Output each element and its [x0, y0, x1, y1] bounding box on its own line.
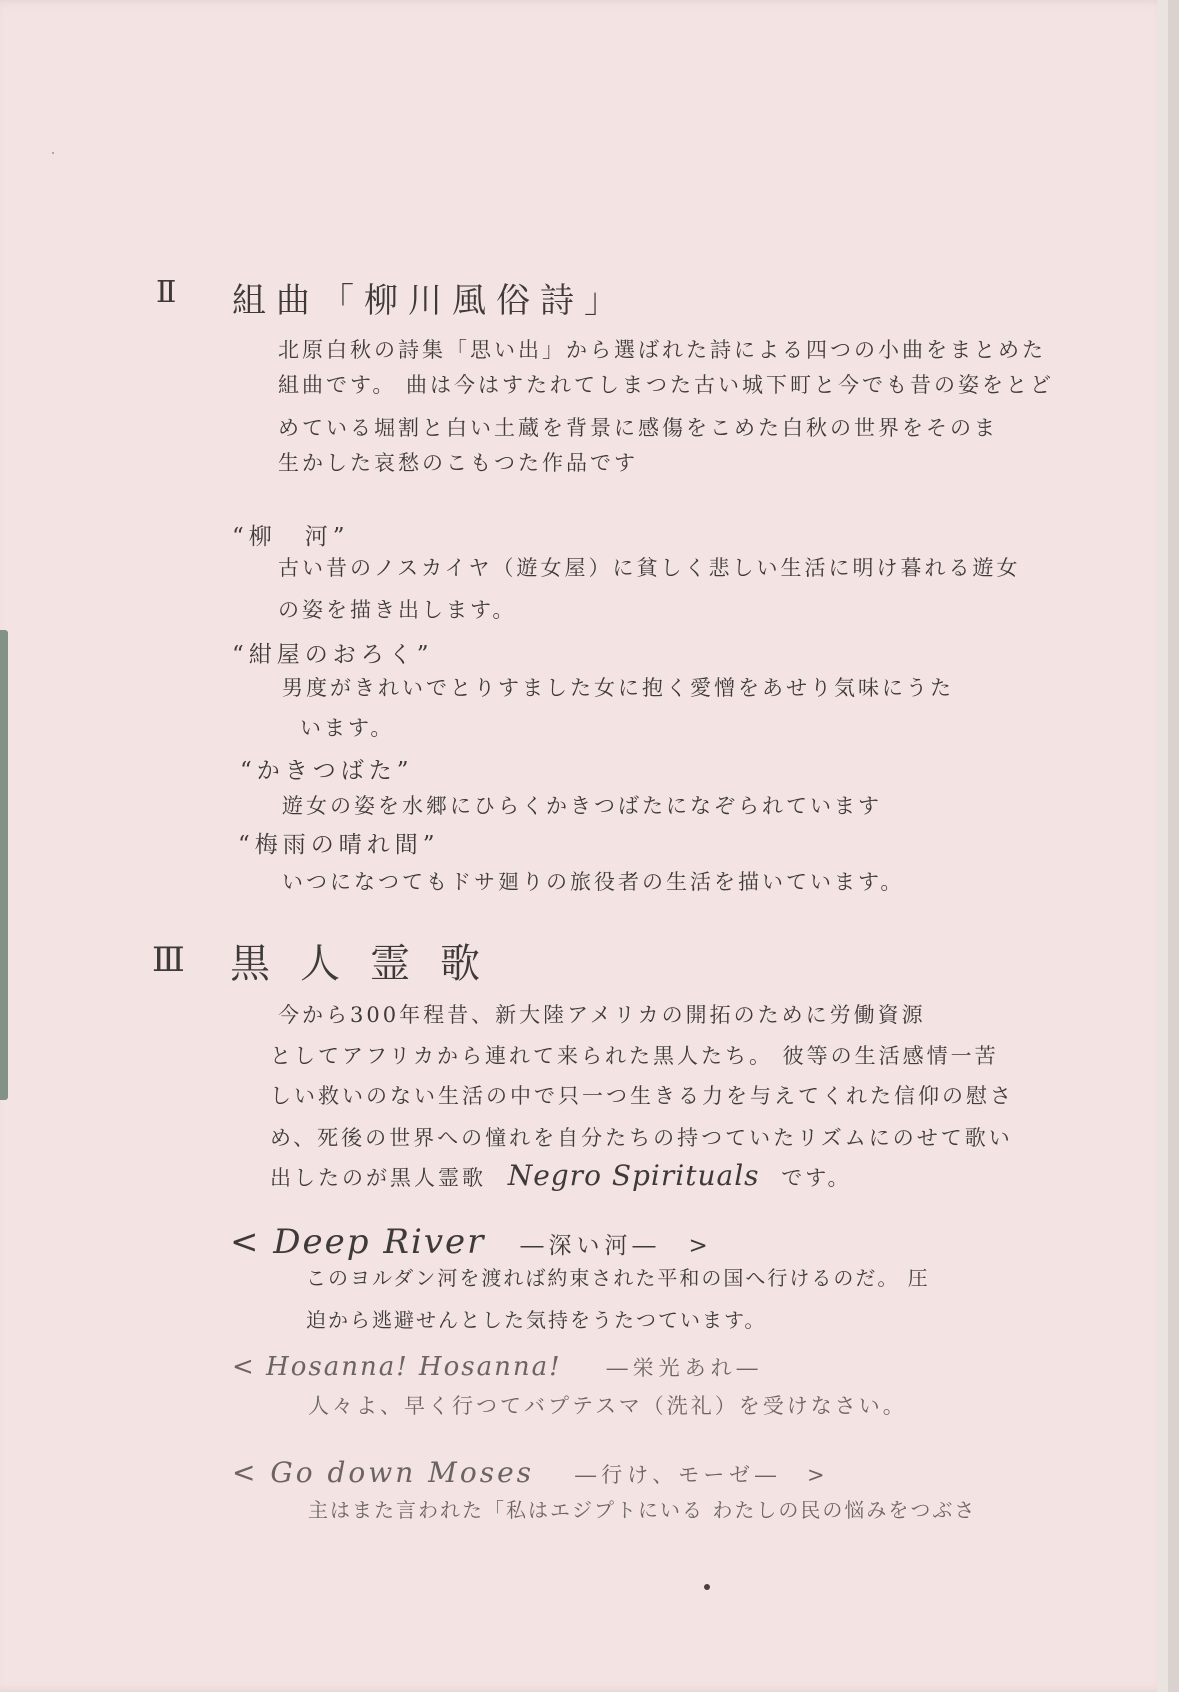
binding-strip — [0, 630, 8, 1100]
section-3-intro-line-5-text: 出したのが黒人霊歌 — [270, 1166, 486, 1190]
song-title-hosanna — [232, 1352, 763, 1382]
section-2-intro-line-2: 組曲です。 曲は今はすたれてしまつた古い城下町と今でも昔の姿をとど — [278, 373, 1054, 397]
section-3-intro-line-1: 今から300年程昔、新大陸アメリカの開拓のために労働資源 — [278, 1003, 926, 1027]
song-desc-kakitsubata: 遊女の姿を水郷にひらくかきつばたになぞられています — [282, 794, 882, 818]
song-title-hosanna-ja: ―栄光あれ― — [606, 1356, 763, 1380]
section-3-intro-line-2: としてアフリカから連れて来られた黒人たち。 彼等の生活感情一苦 — [270, 1044, 999, 1068]
song-title-konya-no-oroku: “紺屋のおろく” — [232, 642, 434, 668]
song-title-go-down-moses-en: < Go down Moses — [232, 1456, 535, 1489]
ink-spot — [704, 1584, 710, 1590]
section-3-intro-tail: です。 — [781, 1166, 852, 1190]
song-desc-yanagawa-1: 古い昔のノスカイヤ（遊女屋）に貧しく悲しい生活に明け暮れる遊女 — [278, 556, 1021, 580]
section-2-numeral: Ⅱ — [156, 275, 179, 310]
section-2-intro-line-3: めている堀割と白い土蔵を背景に感傷をこめた白秋の世界をそのま — [278, 416, 998, 440]
song-title-deep-river — [230, 1222, 713, 1262]
section-3-intro-line-4: め、死後の世界への憧れを自分たちの持つていたリズムにのせて歌い — [270, 1126, 1013, 1150]
song-desc-deep-river-1: このヨルダン河を渡れば約束された平和の国へ行けるのだ。 圧 — [306, 1266, 930, 1290]
section-2-intro-line-1: 北原白秋の詩集「思い出」から選ばれた詩による四つの小曲をまとめた — [278, 338, 1046, 362]
section-3-heading: 黒人霊歌 — [230, 941, 510, 987]
song-title-go-down-moses — [232, 1456, 830, 1489]
song-title-go-down-moses-ja: ―行け、モーゼ― > — [575, 1463, 830, 1487]
song-desc-hosanna: 人々よ、早く行つてバプテスマ（洗礼）を受けなさい。 — [308, 1394, 907, 1418]
song-title-kakitsubata: “かきつばた” — [240, 758, 414, 784]
song-title-hosanna-en: < Hosanna! Hosanna! — [232, 1352, 562, 1382]
ink-speck — [52, 152, 54, 154]
section-3-intro-line-5 — [270, 1159, 852, 1192]
song-title-deep-river-ja: ―深い河― > — [520, 1233, 713, 1259]
song-desc-konya-no-oroku-1: 男度がきれいでとりすました女に抱く愛憎をあせり気味にうた — [282, 676, 954, 700]
section-2-intro-line-4: 生かした哀愁のこもつた作品です — [278, 451, 638, 475]
section-3-intro-line-3: しい救いのない生活の中で只一つ生きる力を与えてくれた信仰の慰さ — [270, 1084, 1014, 1108]
section-2-heading: 組曲「柳川風俗詩」 — [232, 281, 628, 321]
section-3-numeral: Ⅲ — [152, 940, 187, 980]
song-desc-konya-no-oroku-2: います。 — [300, 716, 395, 740]
song-desc-go-down-moses: 主はまた言われた「私はエジプトにいる わたしの民の悩みをつぶさ — [308, 1498, 977, 1522]
song-title-deep-river-en: < Deep River — [230, 1222, 486, 1262]
song-title-yanagawa: “柳 河” — [232, 524, 350, 550]
song-desc-yanagawa-2: の姿を描き出します。 — [278, 598, 517, 622]
page-edge — [1157, 0, 1168, 1692]
song-desc-deep-river-2: 迫から逃避せんとした気持をうたつています。 — [306, 1308, 767, 1332]
song-desc-tsuyu-no-harema: いつになつてもドサ廻りの旅役者の生活を描いています。 — [282, 870, 905, 894]
negro-spirituals-script: Negro Spirituals — [507, 1159, 760, 1192]
song-title-tsuyu-no-harema: “梅雨の晴れ間” — [238, 832, 440, 858]
